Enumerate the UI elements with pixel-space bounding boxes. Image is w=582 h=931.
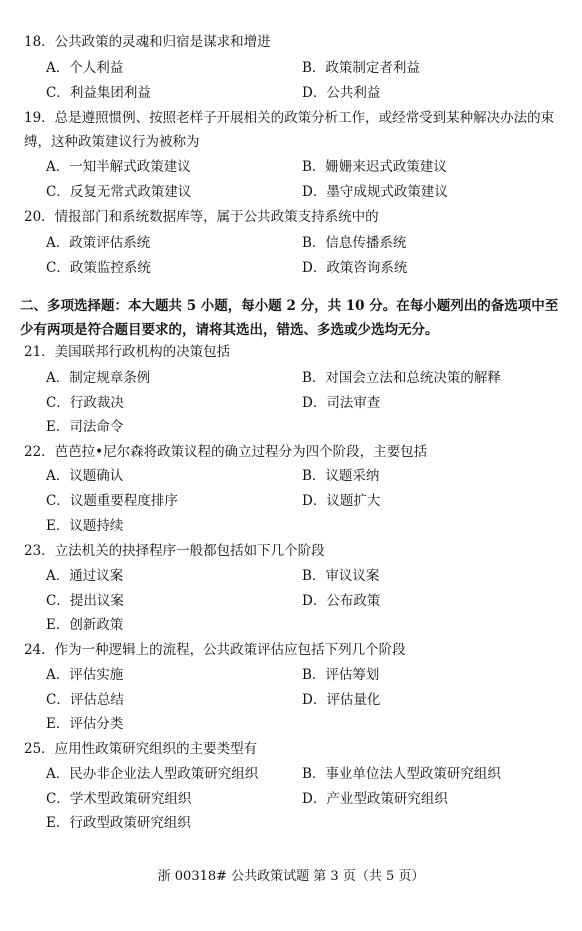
option-b: B．姗姗来迟式政策建议: [302, 159, 447, 175]
question-stem: 25．应用性政策研究组织的主要类型有: [24, 741, 258, 757]
option-b: B．审议议案: [302, 568, 380, 584]
option-b: B．信息传播系统: [302, 235, 407, 251]
question-stem: 21．美国联邦行政机构的决策包括: [24, 344, 231, 360]
option-b: B．事业单位法人型政策研究组织: [302, 766, 501, 782]
option-a: A．政策评估系统: [46, 235, 151, 251]
option-d: D．政策咨询系统: [302, 260, 408, 276]
section-heading: 二、多项选择题：本大题共 5 小题，每小题 2 分，共 10 分。在每小题列出的备选项中至少有两项是符合题目要求的，请将其选出，错选、多选或少选均无分。: [20, 298, 559, 338]
question-stem: 20．情报部门和系统数据库等，属于公共政策支持系统中的: [24, 209, 379, 225]
question-stem: 18．公共政策的灵魂和归宿是谋求和增进: [24, 34, 271, 50]
question-stem: 19．总是遵照惯例、按照老样子开展相关的政策分析工作，或经常受到某种解决办法的束缚，这种政策建议行为被称为: [24, 110, 555, 150]
question-stem: 24．作为一种逻辑上的流程，公共政策评估应包括下列几个阶段: [24, 642, 406, 658]
option-d: D．议题扩大: [302, 493, 381, 509]
option-c: C．评估总结: [46, 692, 124, 708]
option-b: B．政策制定者利益: [302, 60, 420, 76]
page-footer: 浙 00318# 公共政策试题 第 3 页（共 5 页）: [157, 869, 425, 884]
option-c: C．利益集团利益: [46, 85, 151, 101]
option-c: C．议题重要程度排序: [46, 493, 178, 509]
option-b: B．议题采纳: [302, 468, 380, 484]
option-c: C．政策监控系统: [46, 260, 151, 276]
option-e: E．评估分类: [46, 716, 124, 732]
option-a: A．一知半解式政策建议: [46, 159, 191, 175]
option-b: B．评估筹划: [302, 667, 380, 683]
option-d: D．评估量化: [302, 692, 381, 708]
option-a: A．通过议案: [46, 568, 124, 584]
option-e: E．创新政策: [46, 617, 124, 633]
option-d: D．司法审查: [302, 395, 381, 411]
option-a: A．民办非企业法人型政策研究组织: [46, 766, 259, 782]
option-a: A．议题确认: [46, 468, 124, 484]
option-d: D．墨守成规式政策建议: [302, 184, 448, 200]
option-d: D．公布政策: [302, 593, 381, 609]
option-c: C．行政裁决: [46, 395, 124, 411]
option-c: C．提出议案: [46, 593, 124, 609]
question-stem: 22．芭芭拉•尼尔森将政策议程的确立过程分为四个阶段，主要包括: [24, 444, 428, 460]
option-a: A．评估实施: [46, 667, 124, 683]
option-c: C．反复无常式政策建议: [46, 184, 192, 200]
option-e: E．议题持续: [46, 518, 124, 534]
option-a: A．个人利益: [46, 60, 124, 76]
option-e: E．行政型政策研究组织: [46, 815, 191, 831]
option-a: A．制定规章条例: [46, 370, 151, 386]
option-b: B．对国会立法和总统决策的解释: [302, 370, 501, 386]
option-d: D．公共利益: [302, 85, 381, 101]
option-d: D．产业型政策研究组织: [302, 791, 448, 807]
question-stem: 23．立法机关的抉择程序一般都包括如下几个阶段: [24, 543, 325, 559]
option-e: E．司法命令: [46, 419, 124, 435]
option-c: C．学术型政策研究组织: [46, 791, 192, 807]
